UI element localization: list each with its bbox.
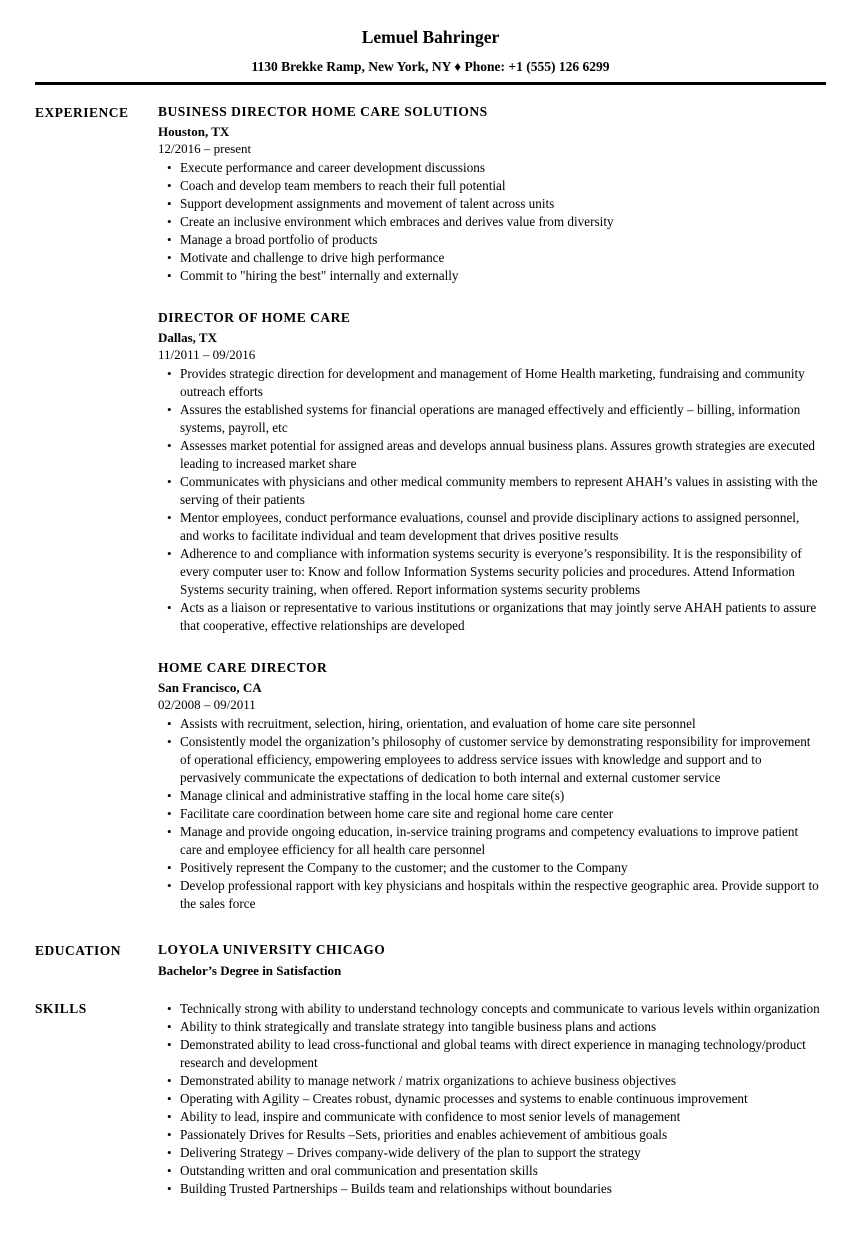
bullet-item: • Outstanding written and oral communication and presentation skills xyxy=(180,1162,826,1180)
education-content xyxy=(158,942,826,979)
bullet-item: • Operating with Agility – Creates robust, dynamic processes and systems to enable continuous improvement xyxy=(180,1090,826,1108)
bullet-item: • Passionately Drives for Results –Sets, priorities and enables achievement of ambitious goals xyxy=(180,1126,826,1144)
bullet-item: • Coach and develop team members to reach their full potential xyxy=(180,177,826,195)
education-school: LOYOLA UNIVERSITY CHICAGO xyxy=(158,942,386,957)
education-degree: Bachelor’s Degree in Satisfaction xyxy=(158,963,342,978)
bullet-item: • Facilitate care coordination between home care site and regional home care center xyxy=(180,805,826,823)
bullet-item: • Manage and provide ongoing education, in-service training programs and competency evaluations to improve patient care and employee efficiency for all health care personnel xyxy=(180,823,826,859)
job-block xyxy=(158,660,826,913)
bullet-item: • Ability to think strategically and translate strategy into tangible business plans and actions xyxy=(180,1018,826,1036)
bullet-item: • Manage a broad portfolio of products xyxy=(180,231,826,249)
bullet-item: • Assists with recruitment, selection, hiring, orientation, and evaluation of home care site personnel xyxy=(180,715,826,733)
bullet-item: • Provides strategic direction for development and management of Home Health marketing, fundraising and community outreach efforts xyxy=(180,365,826,401)
job-bullets xyxy=(158,159,826,285)
job-dates: 12/2016 – present xyxy=(158,141,252,156)
bullet-item: • Acts as a liaison or representative to various institutions or organizations that may jointly serve AHAH patients to assure that cooperative, effective relationships are developed xyxy=(180,599,826,635)
bullet-item: • Assures the established systems for financial operations are managed effectively and efficiently – billing, information systems, payroll, etc xyxy=(180,401,826,437)
bullet-item: • Manage clinical and administrative staffing in the local home care site(s) xyxy=(180,787,826,805)
bullet-item: • Ability to lead, inspire and communicate with confidence to most senior levels of management xyxy=(180,1108,826,1126)
job-location: San Francisco, CA xyxy=(158,680,262,695)
bullet-item: • Positively represent the Company to the customer; and the customer to the Company xyxy=(180,859,826,877)
job-block xyxy=(158,104,826,285)
bullet-item: • Building Trusted Partnerships – Builds team and relationships without boundaries xyxy=(180,1180,826,1198)
skills-content xyxy=(158,1000,826,1198)
skills-label: SKILLS xyxy=(35,1001,87,1016)
section-education xyxy=(35,942,826,979)
contact-line: 1130 Brekke Ramp, New York, NY ♦ Phone: +1 (555) 126 6299 xyxy=(251,59,610,74)
bullet-item: • Delivering Strategy – Drives company-wide delivery of the plan to support the strategy xyxy=(180,1144,826,1162)
bullet-item: • Technically strong with ability to understand technology concepts and communicate to various levels within organization xyxy=(180,1000,826,1018)
bullet-item: • Create an inclusive environment which embraces and derives value from diversity xyxy=(180,213,826,231)
bullet-item: • Commit to "hiring the best" internally and externally xyxy=(180,267,826,285)
header-divider xyxy=(35,82,826,85)
bullet-item: • Support development assignments and movement of talent across units xyxy=(180,195,826,213)
education-label: EDUCATION xyxy=(35,943,122,958)
bullet-item: • Motivate and challenge to drive high performance xyxy=(180,249,826,267)
experience-label: EXPERIENCE xyxy=(35,105,129,120)
job-title: HOME CARE DIRECTOR xyxy=(158,660,328,675)
person-name: Lemuel Bahringer xyxy=(361,27,500,47)
bullet-item: • Execute performance and career development discussions xyxy=(180,159,826,177)
job-bullets xyxy=(158,365,826,635)
job-dates: 02/2008 – 09/2011 xyxy=(158,697,256,712)
job-title: DIRECTOR OF HOME CARE xyxy=(158,310,351,325)
job-bullets xyxy=(158,715,826,913)
job-block xyxy=(158,310,826,635)
resume-header xyxy=(35,27,826,85)
job-title: BUSINESS DIRECTOR HOME CARE SOLUTIONS xyxy=(158,104,488,119)
bullet-item: • Demonstrated ability to manage network / matrix organizations to achieve business objectives xyxy=(180,1072,826,1090)
section-skills xyxy=(35,1000,826,1198)
bullet-item: • Communicates with physicians and other medical community members to represent AHAH’s values in assisting with the serving of their patients xyxy=(180,473,826,509)
experience-jobs xyxy=(158,104,826,913)
job-location: Dallas, TX xyxy=(158,330,217,345)
job-location: Houston, TX xyxy=(158,124,230,139)
section-experience xyxy=(35,104,826,913)
bullet-item: • Demonstrated ability to lead cross-functional and global teams with direct experience in managing technology/product research and development xyxy=(180,1036,826,1072)
bullet-item: • Mentor employees, conduct performance evaluations, counsel and provide disciplinary actions to assigned personnel, and works to facilitate individual and team development that drives positive results xyxy=(180,509,826,545)
bullet-item: • Develop professional rapport with key physicians and hospitals within the respective geographic area. Provide support to the sales force xyxy=(180,877,826,913)
bullet-item: • Assesses market potential for assigned areas and develops annual business plans. Assures growth strategies are executed leading to increased market share xyxy=(180,437,826,473)
bullet-item: • Adherence to and compliance with information systems security is everyone’s responsibility. It is the responsibility of every computer user to: Know and follow Information Systems security policies and procedures. Attend Information Systems security training, when offered. Report information systems security problems xyxy=(180,545,826,599)
skills-bullets xyxy=(158,1000,826,1198)
job-dates: 11/2011 – 09/2016 xyxy=(158,347,256,362)
bullet-item: • Consistently model the organization’s philosophy of customer service by demonstrating responsibility for improvement of operational efficiency, empowering employees to address service issues with knowledge and support and to pervasively communicate the expectations of dedication to both internal and external customer service xyxy=(180,733,826,787)
